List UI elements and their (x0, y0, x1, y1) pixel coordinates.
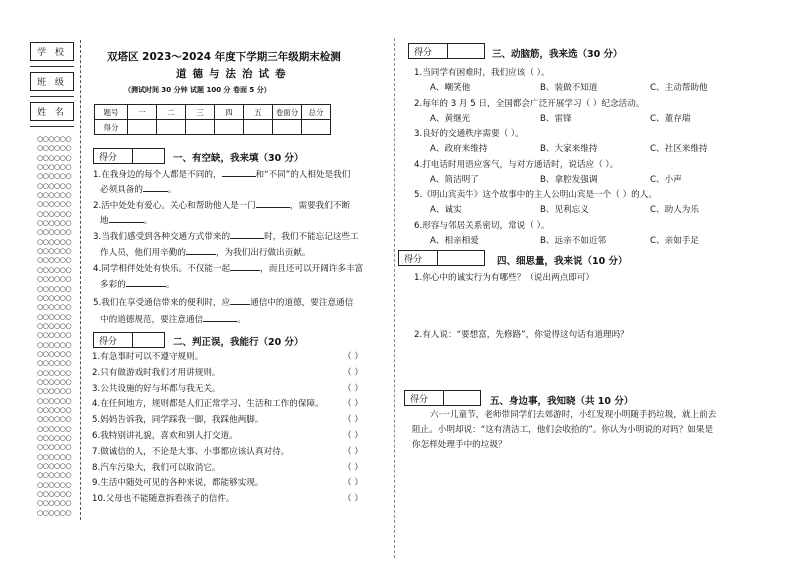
score-blank[interactable] (133, 149, 164, 163)
binding-dot-row: ○○○○○○ (37, 423, 72, 433)
tf-answer-paren[interactable]: （ ） (343, 383, 363, 394)
mc-option[interactable]: A、诚实 (430, 205, 462, 215)
table-cell: 五 (244, 105, 273, 120)
tf-answer-paren[interactable]: （ ） (343, 462, 363, 473)
section5-line: 阻止。小明却说：“这有清洁工，他们会收拾的”。你认为小明说的对吗？如果是 (412, 425, 714, 435)
binding-dot-row: ○○○○○○ (37, 376, 72, 386)
section4-question-1: 1.你心中的诚实行为有哪些？（说出两点即可） (414, 273, 595, 283)
binding-dot-row: ○○○○○○ (37, 367, 72, 377)
tf-answer-paren[interactable]: （ ） (343, 415, 363, 426)
answer-blank[interactable] (230, 230, 264, 239)
question-text: 4.同学相伴处处有快乐。不仅能一起 (93, 264, 231, 274)
section1-line (100, 183, 177, 195)
section1-line (93, 230, 359, 242)
binding-dot-row: ○○○○○○ (37, 190, 72, 200)
mc-option[interactable]: A、政府来维持 (430, 144, 488, 154)
question-text: 地 (100, 216, 109, 226)
answer-blank[interactable] (109, 214, 144, 223)
tf-answer-paren[interactable]: （ ） (343, 478, 363, 489)
tf-answer-paren[interactable]: （ ） (343, 431, 363, 441)
mc-question-stem: 5.《明山宾卖牛》这个故事中的主人公明山宾是一个（ ）的人。 (414, 190, 657, 200)
score-input-cell[interactable] (302, 120, 331, 135)
binding-dot-row: ○○○○○○ (37, 302, 72, 312)
table-cell: 四 (215, 105, 244, 120)
mc-option[interactable]: B、装做不知道 (540, 83, 598, 93)
tf-answer-paren[interactable]: （ ） (343, 352, 363, 362)
section1-line (100, 313, 246, 325)
question-text: 。 (143, 216, 153, 226)
tf-item-text: 2.只有做游戏时我们才用讲规则。 (92, 367, 221, 378)
section1-score-box: 得分 (93, 148, 165, 164)
binding-dot-row: ○○○○○○ (37, 218, 72, 228)
answer-blank[interactable] (143, 183, 168, 192)
section5-line: 六·一儿童节，老师带同学们去郊游时，小红发现小明随手扔垃圾，就上前去 (430, 410, 717, 420)
section1-line (100, 246, 311, 258)
score-blank[interactable] (133, 333, 164, 347)
tf-item-text: 4.在任何地方，规则都是人们正常学习、生活和工作的保障。 (92, 399, 324, 410)
binding-dot-row: ○○○○○○ (37, 339, 72, 349)
mc-option[interactable]: B、雷锋 (540, 113, 572, 124)
question-text: 中的道德规范，要注意通信 (100, 315, 204, 325)
tf-item-text: 5.妈妈告诉我，同学踩我一脚，我踩他两脚。 (92, 415, 264, 426)
section5-line: 你怎样处理手中的垃圾？ (412, 440, 507, 450)
question-text: 5.我们在享受通信带来的便利时，应 (93, 298, 231, 308)
binding-dot-row: ○○○○○○ (37, 143, 72, 153)
mc-option[interactable]: C、主动帮助他 (650, 83, 708, 93)
binding-dot-row: ○○○○○○ (37, 171, 72, 181)
section1-line (93, 296, 353, 308)
tf-answer-paren[interactable]: （ ） (343, 446, 363, 457)
score-blank[interactable] (444, 391, 480, 405)
mc-question-stem: 2.每年的 3 月 5 日，全国都会广泛开展学习（ ）纪念活动。 (414, 98, 645, 109)
binding-dot-row: ○○○○○○ (37, 330, 72, 340)
binding-dot-row: ○○○○○○ (37, 507, 72, 517)
question-text: 。 (167, 185, 177, 195)
tf-item-text: 3.公共设施的好与坏都与我无关。 (92, 383, 221, 394)
question-text: 必须具备的 (100, 185, 143, 195)
binding-dot-row: ○○○○○○ (37, 414, 72, 424)
binding-dot-row: ○○○○○○ (37, 283, 72, 293)
exam-subject: 道德与法治试卷 (176, 68, 292, 80)
question-text: 时，我们不能忘记这些工 (264, 232, 359, 242)
name-line (30, 126, 74, 127)
mc-option[interactable]: B、远亲不如近邻 (540, 235, 607, 246)
section1-line (93, 199, 350, 211)
table-cell: 一 (128, 105, 157, 120)
tf-item-text: 7.做诚信的人，不论是大事、小事都应该认真对待。 (92, 446, 290, 457)
question-text: 1.在我身边的每个人都是不同的， (93, 170, 222, 180)
binding-dot-row: ○○○○○○ (37, 320, 72, 330)
section3-title: 三、动脑筋，我来选（30 分） (492, 49, 623, 60)
tf-answer-paren[interactable]: （ ） (343, 367, 363, 378)
section2-title: 二、判正误，我能行（20 分） (173, 337, 304, 348)
table-cell: 总分 (302, 105, 331, 120)
mc-question-stem: 6.形容与邻居关系密切，常说（ ）。 (414, 220, 550, 231)
tf-item-text: 9.生活中随处可见的各种来说，都能够实现。 (92, 478, 264, 489)
tf-item-text: 8.汽车污染大，我们可以取消它。 (92, 462, 221, 473)
table-cell: 得分 (95, 120, 128, 135)
binding-dot-row: ○○○○○○ (37, 274, 72, 284)
exam-title: 双塔区 2023～2024 年度下学期三年级期末检测 (107, 51, 341, 63)
answer-blank[interactable] (256, 199, 290, 208)
score-table-header-row (95, 105, 331, 120)
binding-dot-row: ○○○○○○ (37, 227, 72, 237)
binding-dot-row: ○○○○○○ (37, 292, 72, 302)
binding-dot-row: ○○○○○○ (37, 470, 72, 480)
mc-option[interactable]: C、董存瑞 (650, 113, 691, 124)
tf-item-text: 10.父母也不能随意拆看孩子的信件。 (92, 494, 235, 505)
mc-option[interactable]: A、相亲相爱 (430, 235, 479, 246)
question-text: 。 (237, 315, 246, 325)
mc-question-stem: 3.良好的交通秩序需要（ ）。 (414, 129, 524, 139)
mc-question-stem: 4.打电话时用语应客气，与对方通话时，说话应（ ）。 (414, 159, 619, 170)
score-input-cell[interactable] (244, 120, 273, 135)
question-text: ，而且还可以开阔许多丰富 (260, 264, 364, 274)
score-blank[interactable] (438, 251, 484, 265)
score-input-cell[interactable] (128, 120, 157, 135)
class-label: 班 级 (30, 72, 74, 91)
binding-dot-row: ○○○○○○ (37, 395, 72, 405)
table-cell: 题号 (95, 105, 128, 120)
question-text: 多彩的 (100, 280, 126, 290)
name-label: 姓 名 (30, 102, 74, 121)
answer-blank[interactable] (230, 262, 260, 271)
exam-meta: （测试时间 30 分钟 试题 100 分 卷面 5 分） (124, 86, 271, 94)
binding-dots (37, 134, 72, 517)
page-divider (394, 38, 395, 558)
binding-dot-row: ○○○○○○ (37, 180, 72, 190)
table-cell: 卷面分 (273, 105, 302, 120)
school-label: 学 校 (30, 42, 74, 61)
answer-blank[interactable] (126, 278, 166, 287)
section3-score-box: 得分 (408, 43, 485, 59)
binding-dot-row: ○○○○○○ (37, 358, 72, 368)
question-text: ，为我们出行做出贡献。 (215, 248, 311, 258)
score-table (94, 104, 331, 135)
question-text: 2.活中处处有爱心。关心和帮助他人是一门 (93, 201, 256, 211)
binding-dot-row: ○○○○○○ (37, 479, 72, 489)
tf-item-text: 6.我特别讲礼貌，喜欢和别人打交道。 (92, 431, 238, 441)
binding-dot-row: ○○○○○○ (37, 489, 72, 499)
mc-option[interactable]: A、简洁明了 (430, 174, 479, 185)
score-input-cell[interactable] (186, 120, 215, 135)
section2-score-box: 得分 (93, 332, 165, 348)
table-cell: 三 (186, 105, 215, 120)
score-input-cell[interactable] (157, 120, 186, 135)
score-blank[interactable] (448, 44, 484, 58)
mc-option[interactable]: A、黄继光 (430, 113, 471, 124)
question-text: 3.当我们感受到各种交通方式带来的 (93, 232, 231, 242)
binding-dot-row: ○○○○○○ (37, 264, 72, 274)
section1-line (100, 278, 174, 290)
binding-line (80, 40, 81, 520)
section1-title: 一、有空缺，我来填（30 分） (173, 153, 304, 164)
binding-dot-row: ○○○○○○ (37, 152, 72, 162)
answer-blank[interactable] (186, 246, 216, 255)
binding-dot-row: ○○○○○○ (37, 311, 72, 321)
binding-dot-row: ○○○○○○ (37, 451, 72, 461)
section5-score-box: 得分 (404, 390, 481, 406)
binding-dot-row: ○○○○○○ (37, 404, 72, 414)
question-text: 通信中的道德，要注意通信 (250, 298, 354, 308)
section5-title: 五、身边事，我知晓（共 10 分） (490, 396, 634, 407)
tf-answer-paren[interactable]: （ ） (343, 494, 363, 505)
section4-title: 四、细思量，我来说（10 分） (497, 256, 628, 267)
question-text: 和“不同”的人相处是我们 (255, 170, 351, 180)
mc-option[interactable]: B、大家来维持 (540, 144, 598, 154)
section4-score-box: 得分 (398, 250, 485, 266)
mc-option[interactable]: B、见利忘义 (540, 205, 589, 215)
mc-question-stem: 1.当同学有困难时，我们应该（ ）。 (414, 68, 550, 78)
binding-dot-row: ○○○○○○ (37, 433, 72, 442)
question-text: 作人员，他们用辛勤的 (100, 248, 186, 258)
binding-dot-row: ○○○○○○ (37, 208, 72, 218)
section1-line (100, 214, 152, 226)
binding-dot-row: ○○○○○○ (37, 442, 72, 452)
binding-dot-row: ○○○○○○ (37, 199, 72, 209)
section4-question-2: 2.有人说：“要想富，先修路”，你觉得这句话有道理吗？ (414, 330, 629, 340)
binding-dot-row: ○○○○○○ (37, 348, 72, 358)
question-text: ，需要我们不断 (289, 201, 351, 211)
table-cell: 二 (157, 105, 186, 120)
class-line (30, 96, 74, 97)
mc-option[interactable]: C、助人为乐 (650, 205, 699, 215)
binding-dot-row: ○○○○○○ (37, 134, 72, 143)
score-input-cell[interactable] (215, 120, 244, 135)
binding-dot-row: ○○○○○○ (37, 386, 72, 396)
binding-dot-row: ○○○○○○ (37, 162, 72, 172)
mc-option[interactable]: C、小声 (650, 174, 682, 185)
question-text: 。 (165, 280, 175, 290)
tf-answer-paren[interactable]: （ ） (343, 399, 363, 410)
binding-dot-row: ○○○○○○ (37, 236, 72, 246)
section1-line (93, 262, 363, 274)
answer-blank[interactable] (203, 313, 237, 322)
mc-option[interactable]: A、嘲笑他 (430, 83, 471, 93)
mc-option[interactable]: C、社区来维持 (650, 144, 708, 154)
school-line (30, 66, 74, 67)
binding-dot-row: ○○○○○○ (37, 246, 72, 256)
binding-dot-row: ○○○○○○ (37, 498, 72, 508)
answer-blank[interactable] (222, 168, 256, 177)
score-input-cell[interactable] (273, 120, 302, 135)
score-table-score-row (95, 120, 331, 135)
tf-item-text: 1.有急事时可以不遵守规则。 (92, 352, 204, 362)
section1-line (93, 168, 350, 180)
mc-option[interactable]: C、亲如手足 (650, 235, 699, 246)
binding-dot-row: ○○○○○○ (37, 461, 72, 471)
answer-blank[interactable] (230, 296, 250, 305)
binding-dot-row: ○○○○○○ (37, 255, 72, 265)
mc-option[interactable]: B、拿腔发强调 (540, 174, 598, 185)
